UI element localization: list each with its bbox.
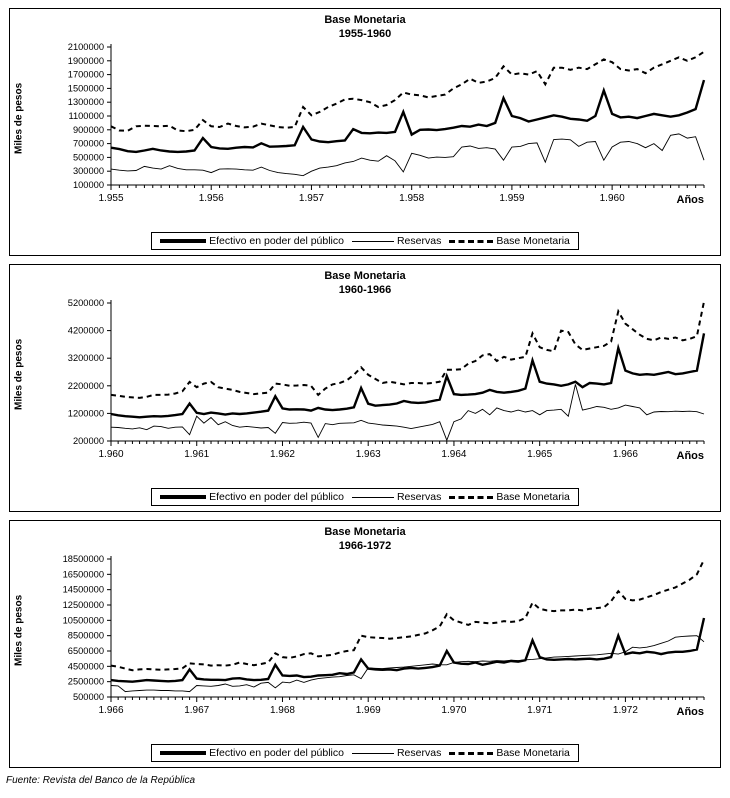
x-tick-label: 1.957: [298, 193, 324, 204]
x-tick-label: 1.956: [198, 193, 224, 204]
x-tick-label: 1.966: [612, 449, 638, 460]
x-tick-label: 1.963: [355, 449, 381, 460]
series-line-dashed: [111, 302, 704, 398]
x-tick-label: 1.967: [184, 705, 210, 716]
y-tick-label: 1700000: [67, 69, 104, 80]
y-tick-label: 1300000: [67, 97, 104, 108]
y-tick-label: 1900000: [67, 55, 104, 66]
thin-line-icon: [352, 241, 394, 242]
y-tick-label: 500000: [72, 152, 104, 163]
y-tick-label: 1500000: [67, 83, 104, 94]
legend-item-reservas: [344, 747, 441, 759]
y-tick-label: 500000: [72, 692, 104, 702]
legend-item-efectivo: [160, 235, 344, 247]
x-tick-label: 1.965: [527, 449, 553, 460]
x-ticks: [98, 185, 704, 204]
series-lines: [111, 52, 704, 176]
series-line-thick: [111, 80, 704, 152]
legend-label-base: Base Monetaria: [496, 235, 570, 247]
y-tick-label: 18500000: [62, 554, 104, 564]
series-line-thick: [111, 333, 704, 417]
line-chart-1966-1972: [16, 551, 716, 727]
y-tick-label: 700000: [72, 138, 104, 149]
thin-line-icon: [352, 497, 394, 498]
legend-row: [10, 488, 720, 506]
chart-title-block: [10, 526, 720, 554]
chart-title-block: [10, 14, 720, 42]
chart-title: Base Monetaria: [324, 526, 406, 538]
y-axis-title: Miles de pesos: [13, 338, 25, 410]
chart-title: Base Monetaria: [324, 270, 406, 282]
x-tick-label: 1.958: [399, 193, 425, 204]
x-tick-label: 1.968: [269, 705, 295, 716]
legend-label-efectivo: Efectivo en poder del público: [209, 235, 344, 247]
legend-box: [151, 744, 579, 762]
series-line-dashed: [111, 52, 704, 131]
chart-subtitle: 1960-1966: [338, 283, 392, 296]
x-tick-label: 1.964: [441, 449, 467, 460]
x-tick-label: 1.960: [599, 193, 625, 204]
x-axis-title: Años: [676, 194, 704, 206]
series-lines: [111, 302, 704, 441]
legend-item-base: [441, 747, 570, 759]
chart-title-block: [10, 270, 720, 298]
thick-line-icon: [160, 495, 206, 499]
legend-item-base: [441, 491, 570, 503]
axes: [111, 556, 704, 697]
y-tick-label: 8500000: [67, 630, 104, 641]
line-chart-1960-1966: [16, 295, 716, 471]
y-tick-label: 5200000: [67, 298, 104, 308]
y-tick-label: 1100000: [68, 111, 104, 121]
y-tick-label: 300000: [72, 166, 104, 177]
x-tick-label: 1.966: [98, 705, 124, 716]
y-ticks: [63, 554, 111, 702]
x-ticks: [98, 441, 704, 460]
legend-label-base: Base Monetaria: [496, 491, 570, 503]
legend-label-reservas: Reservas: [396, 747, 442, 759]
dashed-line-icon: [449, 752, 493, 755]
y-tick-label: 2200000: [67, 380, 104, 391]
chart-panel-1966-1972: [9, 520, 721, 768]
chart-title: Base Monetaria: [324, 14, 406, 26]
y-tick-label: 2500000: [67, 676, 104, 687]
y-axis-title: Miles de pesos: [13, 594, 25, 666]
y-tick-label: 10500000: [62, 615, 104, 626]
y-tick-label: 100000: [72, 180, 104, 190]
y-ticks: [68, 298, 111, 446]
x-tick-label: 1.955: [98, 193, 124, 204]
y-tick-label: 200000: [72, 436, 104, 446]
legend-box: [151, 232, 579, 250]
x-tick-label: 1.971: [527, 705, 553, 716]
legend-label-efectivo: Efectivo en poder del público: [209, 491, 344, 503]
legend-row: [10, 232, 720, 250]
x-tick-label: 1.961: [184, 449, 210, 460]
y-tick-label: 4200000: [67, 325, 104, 336]
y-tick-label: 3200000: [67, 353, 104, 364]
legend-item-efectivo: [160, 491, 344, 503]
chart-subtitle: 1966-1972: [338, 539, 392, 552]
x-tick-label: 1.959: [499, 193, 525, 204]
y-tick-label: 4500000: [67, 661, 104, 672]
x-ticks: [98, 697, 704, 716]
y-axis-title: Miles de pesos: [13, 82, 25, 154]
line-chart-1955-1960: [16, 39, 716, 215]
legend-label-reservas: Reservas: [396, 235, 442, 247]
y-tick-label: 12500000: [62, 600, 104, 610]
legend-item-base: [441, 235, 570, 247]
chart-panel-1960-1966: [9, 264, 721, 512]
y-tick-label: 1200000: [67, 408, 104, 419]
legend-item-reservas: [344, 235, 441, 247]
x-tick-label: 1.969: [355, 705, 381, 716]
x-tick-label: 1.970: [441, 705, 467, 716]
x-tick-label: 1.960: [98, 449, 124, 460]
legend-item-efectivo: [160, 747, 344, 759]
y-tick-label: 900000: [72, 124, 104, 135]
x-tick-label: 1.962: [269, 449, 295, 460]
series-line-thin: [111, 134, 704, 176]
thick-line-icon: [160, 751, 206, 755]
y-ticks: [68, 42, 111, 190]
legend-box: [151, 488, 579, 506]
x-axis-title: Años: [676, 450, 704, 462]
series-lines: [111, 560, 704, 692]
y-tick-label: 6500000: [67, 646, 104, 656]
thin-line-icon: [352, 753, 394, 754]
y-tick-label: 2100000: [67, 42, 104, 52]
series-line-thick: [111, 618, 704, 682]
x-tick-label: 1.972: [612, 705, 638, 716]
legend-label-efectivo: Efectivo en poder del público: [209, 747, 344, 759]
chart-subtitle: 1955-1960: [338, 27, 392, 40]
source-note: Fuente: Revista del Banco de la República: [6, 775, 196, 786]
legend-label-base: Base Monetaria: [496, 747, 570, 759]
dashed-line-icon: [449, 496, 493, 499]
legend-label-reservas: Reservas: [396, 491, 442, 503]
x-axis-title: Años: [676, 706, 704, 718]
thick-line-icon: [160, 239, 206, 243]
y-tick-label: 14500000: [62, 584, 104, 595]
y-tick-label: 16500000: [62, 569, 104, 580]
legend-row: [10, 744, 720, 762]
legend-item-reservas: [344, 491, 441, 503]
dashed-line-icon: [449, 240, 493, 243]
chart-panel-1955-1960: [9, 8, 721, 256]
